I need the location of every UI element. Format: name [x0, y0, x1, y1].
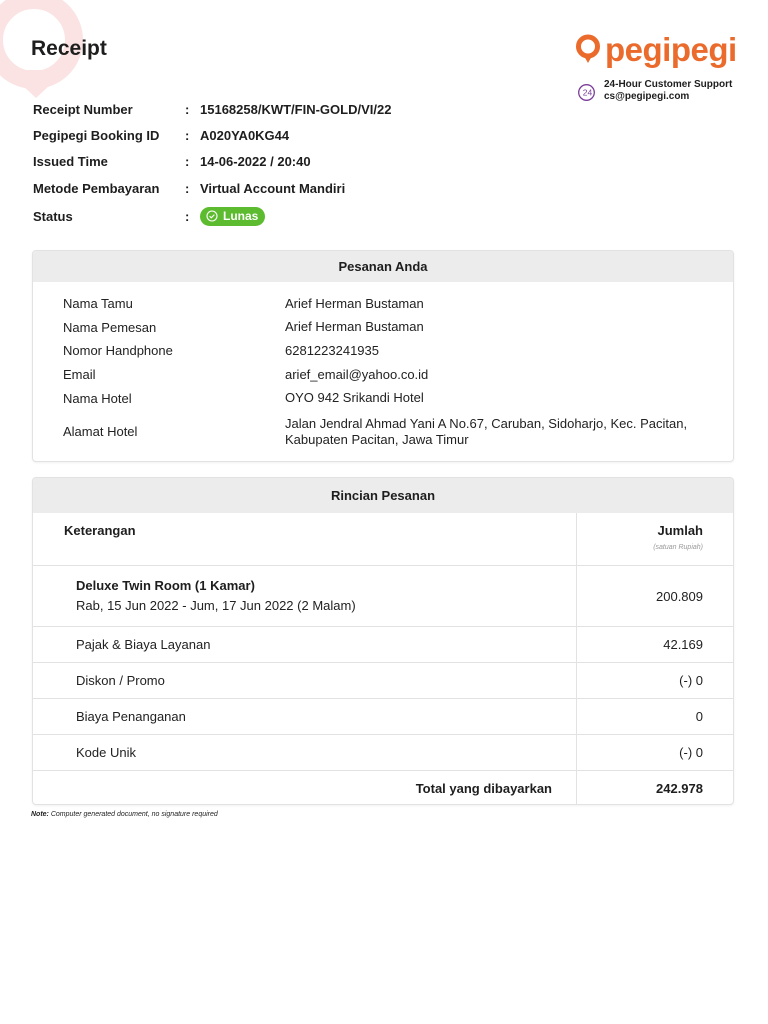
info-row-receipt-number [33, 96, 391, 122]
separator: : [185, 208, 190, 224]
info-row-booking-id [33, 122, 391, 148]
payment-method-label: Metode Pembayaran [33, 180, 160, 196]
separator: : [185, 127, 190, 143]
note-label: Note: [31, 811, 49, 818]
check-circle-icon [206, 210, 218, 222]
order-card-title: Pesanan Anda [33, 251, 733, 282]
hotel-address-value: Jalan Jendral Ahmad Yani A No.67, Caruban, Sidoharjo, Kec. Pacitan, Kabupaten Pacitan, Jawa Timur [285, 415, 688, 447]
item-label: Pajak & Biaya Layanan [33, 627, 577, 662]
col-header-amount [577, 513, 733, 565]
support-title: 24-Hour Customer Support [604, 79, 733, 90]
details-card [32, 477, 734, 805]
table-row [33, 627, 733, 663]
booker-name-label: Nama Pemesan [63, 319, 157, 335]
separator: : [185, 154, 190, 170]
hotel-address-label: Alamat Hotel [63, 424, 138, 440]
logo-text: pegipegi [605, 30, 737, 68]
amount-header-label: Jumlah [657, 523, 703, 538]
info-row-issued-time [33, 149, 391, 175]
info-row-payment-method [33, 175, 391, 201]
guest-name-value: Arief Herman Bustaman [285, 295, 424, 311]
issued-time-label: Issued Time [33, 154, 108, 170]
total-row [33, 771, 733, 805]
svg-text:24: 24 [582, 87, 593, 98]
order-row-email [63, 363, 733, 387]
footer-note [31, 811, 218, 818]
hotel-name-label: Nama Hotel [63, 390, 132, 406]
order-row-hotel-name [63, 386, 733, 410]
total-label: Total yang dibayarkan [33, 771, 577, 805]
pegipegi-logo [574, 30, 737, 68]
page-title: Receipt [31, 37, 107, 60]
col-header-description: Keterangan [33, 513, 577, 565]
info-row-status [33, 201, 391, 231]
item-label: Diskon / Promo [33, 663, 577, 698]
item-label: Kode Unik [33, 735, 577, 770]
payment-method-value: Virtual Account Mandiri [200, 180, 346, 196]
customer-support [577, 79, 732, 103]
table-row [33, 699, 733, 735]
status-badge [200, 207, 265, 226]
logo-pin-icon [574, 34, 602, 64]
status-text: Lunas [223, 209, 259, 224]
phone-value: 6281223241935 [285, 342, 379, 358]
order-row-guest [63, 292, 733, 316]
booking-id-value: A020YA0KG44 [200, 127, 290, 143]
issued-time-value: 14-06-2022 / 20:40 [200, 154, 311, 170]
separator: : [185, 180, 190, 196]
guest-name-label: Nama Tamu [63, 296, 133, 312]
email-value: arief_email@yahoo.co.id [285, 366, 429, 382]
support-24h-icon [577, 83, 596, 102]
item-amount: (-) 0 [679, 673, 703, 688]
separator: : [185, 101, 190, 117]
note-text: Computer generated document, no signature required [50, 811, 218, 818]
booker-name-value: Arief Herman Bustaman [285, 319, 424, 335]
item-amount: 42.169 [663, 637, 703, 652]
details-card-title: Rincian Pesanan [33, 478, 733, 513]
receipt-number-value: 15168258/KWT/FIN-GOLD/VI/22 [200, 101, 392, 117]
item-amount: (-) 0 [679, 745, 703, 760]
email-label: Email [63, 367, 96, 383]
details-header-row [33, 513, 733, 566]
order-card [32, 250, 734, 462]
receipt-info [33, 96, 391, 231]
order-row-phone [63, 339, 733, 363]
total-amount: 242.978 [656, 781, 703, 796]
receipt-number-label: Receipt Number [33, 101, 133, 117]
hotel-name-value: OYO 942 Srikandi Hotel [285, 390, 424, 406]
room-amount: 200.809 [656, 588, 703, 604]
booking-id-label: Pegipegi Booking ID [33, 127, 160, 143]
room-name: Deluxe Twin Room (1 Kamar) [76, 578, 255, 593]
item-amount: 0 [695, 709, 703, 724]
support-email[interactable]: cs@pegipegi.com [604, 91, 690, 102]
status-label: Status [33, 208, 73, 224]
order-row-booker [63, 316, 733, 340]
table-row [33, 735, 733, 771]
item-label: Biaya Penanganan [33, 699, 577, 734]
room-dates: Rab, 15 Jun 2022 - Jum, 17 Jun 2022 (2 Malam) [76, 598, 356, 613]
table-row-room [33, 566, 733, 627]
order-row-hotel-address [63, 412, 733, 452]
table-row [33, 663, 733, 699]
phone-label: Nomor Handphone [63, 343, 173, 359]
amount-unit-note: (satuan Rupiah) [653, 544, 703, 551]
